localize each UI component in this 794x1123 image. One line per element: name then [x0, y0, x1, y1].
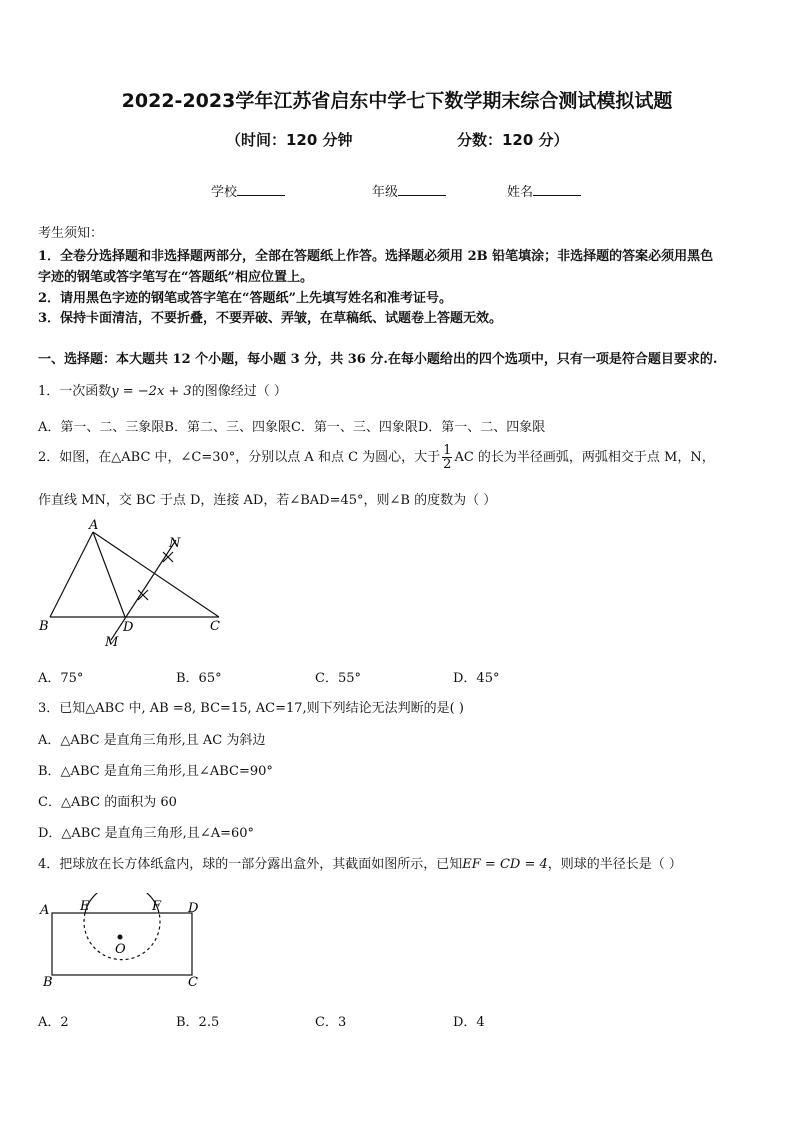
q2-frac-den: 2	[443, 457, 452, 472]
ball-center-dot	[118, 935, 123, 940]
section-heading: 一、选择题：本大题共 12 个小题，每小题 3 分，共 36 分.在每小题给出的四个选项中，只有一项是符合题目要求的.	[38, 352, 718, 367]
notice-heading: 考生须知：	[38, 226, 104, 241]
exam-time: （时间：120 分钟	[226, 131, 353, 149]
page-title: 2022-2023学年江苏省启东中学七下数学期末综合测试模拟试题	[121, 90, 673, 112]
grade-blank	[398, 183, 446, 196]
question-2-line-2: 作直线 MN，交 BC 于点 D，连接 AD，若∠BAD=45°，则∠B 的度数为（ ）	[38, 493, 497, 508]
notice-line-1: 1．全卷分选择题和非选择题两部分，全部在答题纸上作答。选择题必须用 2B 铅笔填涂；非选择题的答案必须用黑色	[38, 249, 714, 264]
label-f: F	[152, 899, 162, 914]
school-blank	[237, 183, 285, 196]
q2-figure-lines	[50, 532, 219, 640]
label-c: C	[210, 619, 220, 634]
segment-ab	[50, 532, 93, 617]
label-b: B	[39, 619, 49, 634]
name-field	[507, 181, 581, 200]
question-3: 3．已知△ABC 中, AB =8, BC=15, AC=17,则下列结论无法判断的是( )	[38, 701, 464, 716]
question-1	[38, 380, 287, 399]
question-2-line-1	[38, 444, 715, 471]
label-b: B	[43, 975, 53, 990]
q1-formula: y = −2x + 3	[111, 384, 192, 399]
q2-triangle-figure	[36, 518, 226, 650]
ball-exposed-arc	[85, 893, 159, 913]
grade-field	[372, 181, 446, 200]
q4-formula: EF = CD = 4	[462, 857, 548, 872]
q4-stem: 4．把球放在长方体纸盒内，球的一部分露出盒外，其截面如图所示，已知	[38, 857, 463, 872]
q4-figure-shapes	[52, 893, 192, 975]
question-4	[38, 853, 682, 872]
q2-part1: 2．如图，在△ABC 中，∠C=30°，分别以点 A 和点 C 为圆心，大于	[38, 450, 441, 465]
notice-line-1b: 字迹的钢笔或答字笔写在“答题纸”相应位置上。	[38, 270, 313, 285]
school-field	[211, 181, 285, 200]
q4-box-ball-figure	[38, 893, 208, 993]
q2-option-c: C．55°	[315, 671, 361, 686]
label-n: N	[169, 536, 181, 551]
name-blank	[533, 183, 581, 196]
q4-option-b: B．2.5	[176, 1015, 220, 1030]
exam-score: 分数：120 分）	[457, 131, 569, 149]
notice-line-3: 3．保持卡面清洁，不要折叠，不要弄破、弄皱，在草稿纸、试题卷上答题无效。	[38, 311, 503, 326]
label-a: A	[89, 518, 99, 533]
notice-line-2: 2．请用黑色字迹的钢笔或答字笔在“答题纸”上先填写姓名和准考证号。	[38, 291, 453, 306]
q4-tail: ，则球的半径长是（ ）	[547, 857, 682, 872]
q4-option-d: D．4	[453, 1015, 485, 1030]
label-d: D	[188, 901, 199, 916]
name-label: 姓名	[507, 185, 534, 200]
q1-prefix: 1．一次函数	[38, 384, 112, 399]
label-e: E	[80, 899, 90, 914]
q4-option-a: A．2	[38, 1015, 69, 1030]
label-c: C	[188, 975, 198, 990]
q3-option-b: B．△ABC 是直角三角形,且∠ABC=90°	[38, 764, 273, 779]
q2-fraction	[442, 444, 452, 471]
q4-option-c: C．3	[315, 1015, 347, 1030]
segment-ac	[93, 532, 219, 617]
q1-options: A．第一、二、三象限B．第二、三、四象限C．第一、三、四象限D．第一、二、四象限	[38, 420, 546, 435]
q3-option-c: C．△ABC 的面积为 60	[38, 795, 177, 810]
q2-option-a: A．75°	[38, 671, 84, 686]
q2-option-d: D．45°	[453, 671, 500, 686]
q2-option-b: B．65°	[176, 671, 222, 686]
q3-option-d: D．△ABC 是直角三角形,且∠A=60°	[38, 826, 255, 841]
school-label: 学校	[211, 185, 238, 200]
label-m: M	[105, 635, 119, 650]
label-d: D	[123, 620, 134, 635]
segment-ad	[93, 532, 125, 617]
label-a: A	[40, 903, 50, 918]
q1-suffix: 的图像经过（ ）	[191, 384, 287, 399]
q2-part2: AC 的长为半径画弧，两弧相交于点 M，N，	[454, 450, 715, 465]
label-o: O	[115, 942, 126, 957]
q3-option-a: A．△ABC 是直角三角形,且 AC 为斜边	[38, 733, 266, 748]
grade-label: 年级	[372, 185, 399, 200]
q2-frac-num: 1	[443, 443, 452, 458]
